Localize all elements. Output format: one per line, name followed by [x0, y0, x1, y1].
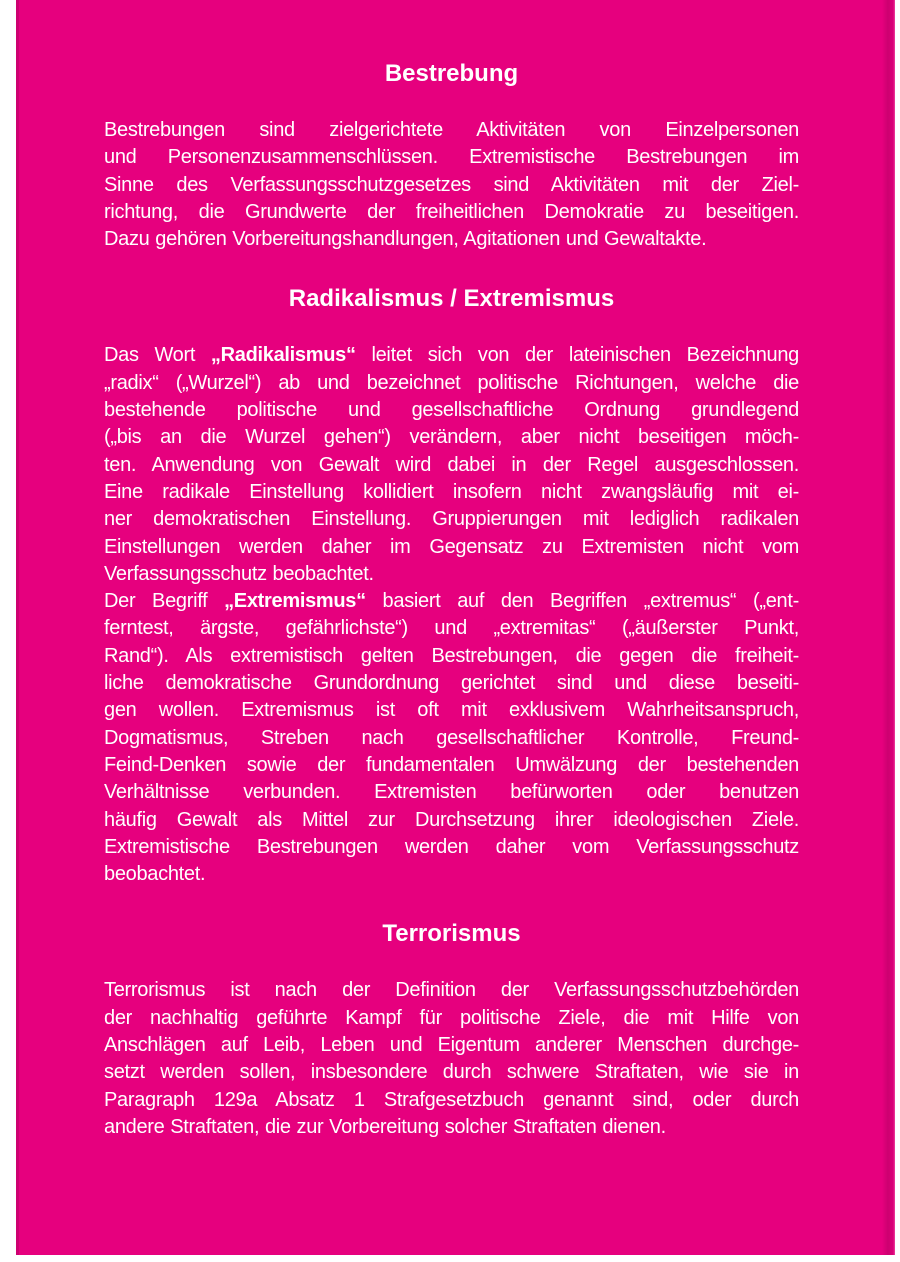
- magenta-sheet: [16, 0, 895, 1255]
- text-line: „radix“ („Wurzel“) ab und bezeichnet politische Richtungen, welche die: [104, 371, 799, 394]
- text-line: liche demokratische Grundordnung gerichtet sind und diese beseiti-: [104, 672, 799, 695]
- text-line: Verfassungsschutz beobachtet.: [104, 562, 374, 585]
- text-line: Der Begriff „Extremismus“ basiert auf den Begriffen „extremus“ („ent-: [104, 590, 799, 613]
- section-radikalismus-extremismus: [104, 285, 799, 888]
- text-line: richtung, die Grundwerte der freiheitlichen Demokratie zu beseitigen.: [104, 200, 799, 223]
- text-line: setzt werden sollen, insbesondere durch schwere Straftaten, wie sie in: [104, 1061, 799, 1084]
- text-line: Terrorismus ist nach der Definition der Verfassungsschutzbehörden: [104, 979, 799, 1002]
- text-line: Bestrebungen sind zielgerichtete Aktivitäten von Einzelpersonen: [104, 119, 799, 141]
- section-heading-terrorismus: Terrorismus: [382, 920, 521, 948]
- text-line: beobachtet.: [104, 863, 206, 886]
- text-line: Dogmatismus, Streben nach gesellschaftlicher Kontrolle, Freund-: [104, 726, 799, 749]
- paragraph-radikalismus: [104, 342, 799, 588]
- section-heading-radikalismus-extremismus: Radikalismus / Extremismus: [288, 285, 615, 313]
- paragraph-terrorismus: [104, 977, 799, 1141]
- text-line: Verhältnisse verbunden. Extremisten befürworten oder benutzen: [104, 781, 799, 804]
- section-heading-bestrebung: Bestrebung: [384, 60, 519, 87]
- text-line: ner demokratischen Einstellung. Gruppierungen mit lediglich radikalen: [104, 508, 799, 531]
- paragraph-bestrebung: [104, 117, 799, 253]
- text-line: Extremistische Bestrebungen werden daher vom Verfassungsschutz: [104, 835, 799, 858]
- text-line: Einstellungen werden daher im Gegensatz zu Extremisten nicht vom: [104, 535, 799, 558]
- page-content: [16, 0, 895, 1141]
- text-line: Anschlägen auf Leib, Leben und Eigentum anderer Menschen durchge-: [104, 1034, 799, 1057]
- text-line: gen wollen. Extremismus ist oft mit exklusivem Wahrheitsanspruch,: [104, 699, 799, 722]
- section-bestrebung: [104, 60, 799, 253]
- text-line: („bis an die Wurzel gehen“) verändern, aber nicht beseitigen möch-: [104, 426, 799, 449]
- text-line: andere Straftaten, die zur Vorbereitung solcher Straftaten dienen.: [104, 1115, 666, 1138]
- text-line: Das Wort „Radikalismus“ leitet sich von der lateinischen Bezeichnung: [104, 344, 799, 367]
- text-line: Rand“). Als extremistisch gelten Bestrebungen, die gegen die freiheit-: [104, 644, 799, 667]
- text-line: ferntest, ärgste, gefährlichste“) und „extremitas“ („äußerster Punkt,: [104, 617, 799, 640]
- text-line: ten. Anwendung von Gewalt wird dabei in der Regel ausgeschlossen.: [104, 453, 799, 476]
- text-line: Eine radikale Einstellung kollidiert insofern nicht zwangsläufig mit ei-: [104, 480, 799, 503]
- text-line: der nachhaltig geführte Kampf für politische Ziele, die mit Hilfe von: [104, 1006, 799, 1029]
- text-line: Feind-Denken sowie der fundamentalen Umwälzung der bestehenden: [104, 753, 799, 776]
- text-line: Dazu gehören Vorbereitungshandlungen, Agitationen und Gewaltakte.: [104, 228, 707, 251]
- paragraph-extremismus: [104, 588, 799, 888]
- text-line: und Personenzusammenschlüssen. Extremistische Bestrebungen im: [104, 146, 799, 169]
- text-line: Paragraph 129a Absatz 1 Strafgesetzbuch genannt sind, oder durch: [104, 1088, 799, 1111]
- text-line: Sinne des Verfassungsschutzgesetzes sind Aktivitäten mit der Ziel-: [104, 173, 799, 196]
- section-terrorismus: [104, 920, 799, 1141]
- text-line: häufig Gewalt als Mittel zur Durchsetzung ihrer ideologischen Ziele.: [104, 808, 799, 831]
- text-line: bestehende politische und gesellschaftliche Ordnung grundlegend: [104, 399, 799, 422]
